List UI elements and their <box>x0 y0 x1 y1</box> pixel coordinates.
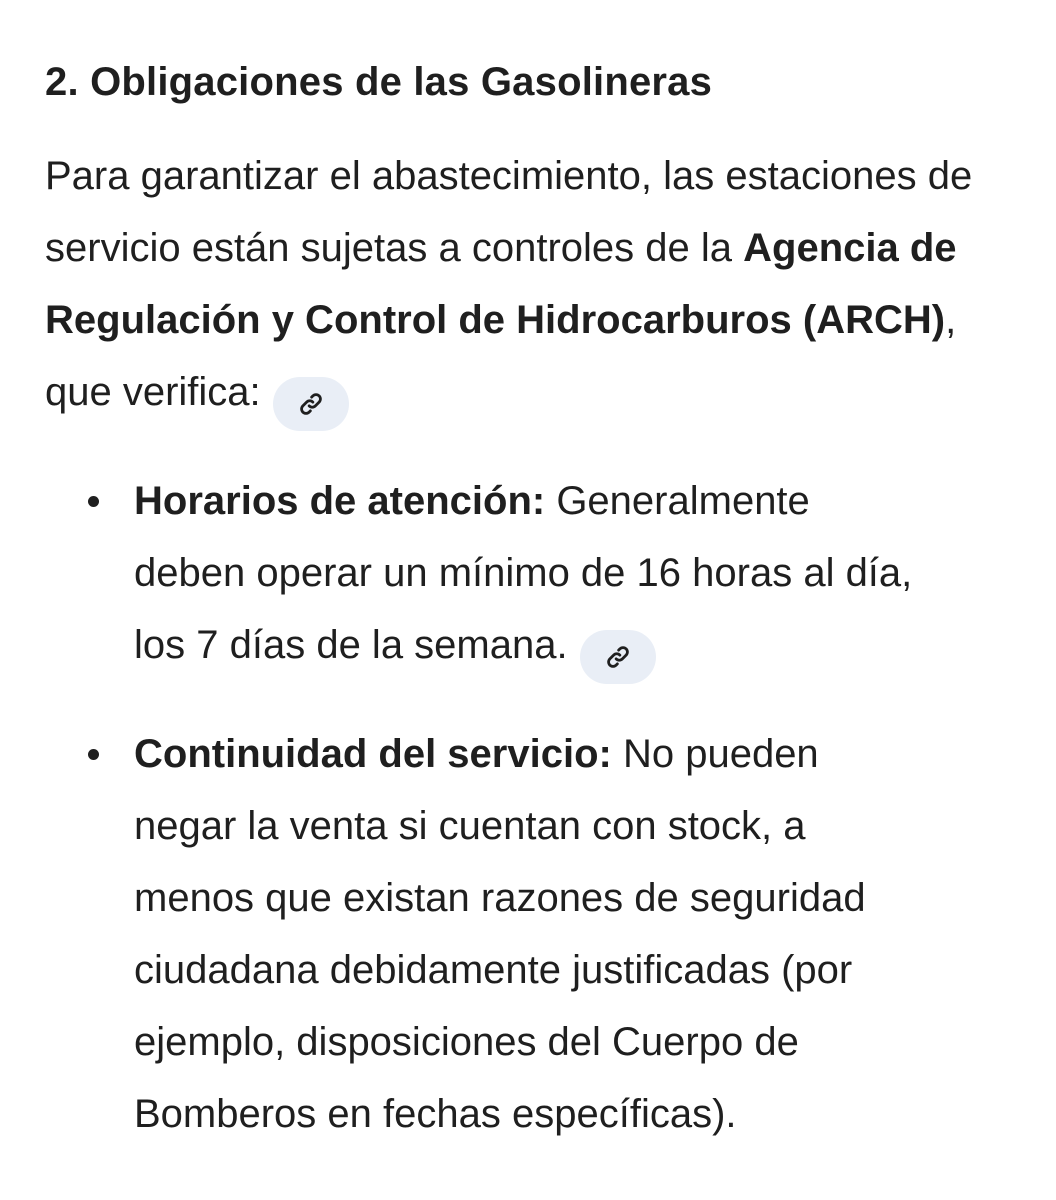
link-icon <box>296 389 326 419</box>
list-item-label: Continuidad del servicio: <box>134 732 612 776</box>
intro-text-end: , que verifica: <box>45 298 957 414</box>
list-item <box>45 465 914 684</box>
citation-chip[interactable] <box>580 630 656 684</box>
list-item-text: Generalmente deben operar un mínimo de 16 horas al día, los 7 días de la semana. <box>134 479 913 667</box>
response-content <box>45 52 1015 1184</box>
citation-chip[interactable] <box>273 377 349 431</box>
bullet-list <box>45 465 1015 1150</box>
bullet-dot <box>88 496 99 507</box>
intro-text: Para garantizar el abastecimiento, las estaciones de servicio están sujetas a controles de la <box>45 154 973 270</box>
link-icon <box>603 642 633 672</box>
bullet-dot <box>88 749 99 760</box>
list-item-label: Horarios de atención: <box>134 479 546 523</box>
list-item-text: No pueden negar la venta si cuentan con stock, a menos que existan razones de seguridad ciudadana debidamente justificadas (por ejemplo, disposiciones del Cuerpo de Bomberos en fechas específicas). <box>134 732 866 1136</box>
intro-paragraph <box>45 140 1005 431</box>
intro-agency-name: Agencia de Regulación y Control de Hidrocarburos (ARCH) <box>45 226 957 342</box>
section-heading: 2. Obligaciones de las Gasolineras <box>45 60 713 104</box>
list-item <box>45 718 914 1150</box>
